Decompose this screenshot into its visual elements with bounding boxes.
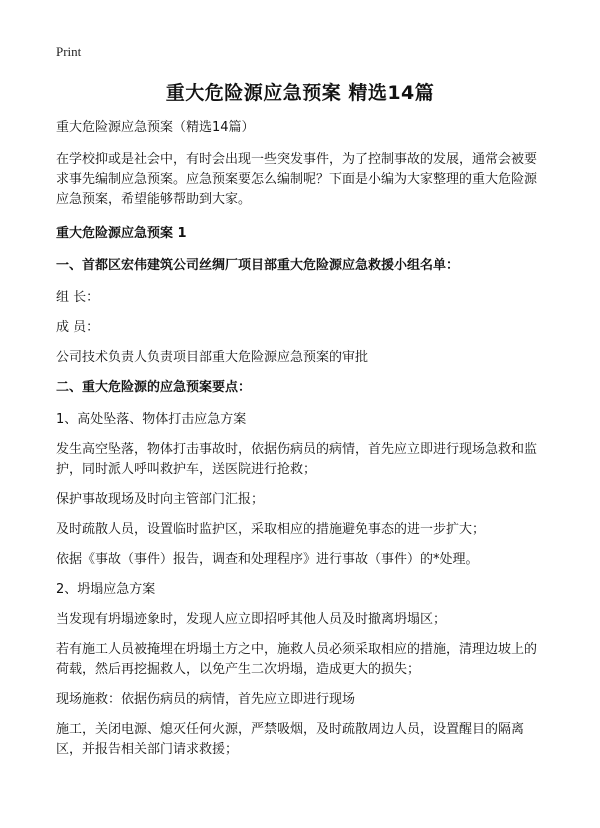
document-body xyxy=(56,118,546,770)
approval-line: 公司技术负责人负责项目部重大危险源应急预案的审批 xyxy=(56,350,369,365)
heading-rescue-team: 一、首都区宏伟建筑公司丝绸厂项目部重大危险源应急救援小组名单： xyxy=(56,258,460,273)
section-title: 重大危险源应急预案 1 xyxy=(56,226,187,241)
item1-paragraph-1: 发生高空坠落，物体打击事故时，依据伤病员的病情，首先应立即进行现场急救和监护，同时派人呼叫救护车，送医院进行抢救； xyxy=(56,442,538,477)
item1-paragraph-4: 依据《事故（事件）报告，调查和处理程序》进行事故（事件）的*处理。 xyxy=(56,552,479,567)
item1-paragraph-2: 保护事故现场及时向主管部门汇报； xyxy=(56,492,265,507)
members-line: 成 员： xyxy=(56,320,100,335)
intro-paragraph: 在学校抑或是社会中，有时会出现一些突发事件，为了控制事故的发展，通常会被要求事先编制应急预案。应急预案要怎么编制呢？下面是小编为大家整理的重大危险源应急预案，希望能够帮助到大家。 xyxy=(56,152,538,207)
team-leader-line: 组 长： xyxy=(56,290,100,305)
item1-paragraph-3: 及时疏散人员，设置临时监护区，采取相应的措施避免事态的进一步扩大； xyxy=(56,522,486,537)
heading-key-points: 二、重大危险源的应急预案要点： xyxy=(56,380,252,395)
document-subtitle: 重大危险源应急预案（精选14篇） xyxy=(56,120,255,135)
item2-paragraph-1: 当发现有坍塌迹象时，发现人应立即招呼其他人员及时撤离坍塌区； xyxy=(56,612,447,627)
print-label[interactable]: Print xyxy=(56,44,82,59)
item2-title: 2、坍塌应急方案 xyxy=(56,582,156,597)
document-title: 重大危险源应急预案 精选14篇 xyxy=(165,82,435,104)
item2-paragraph-3: 现场施救：依据伤病员的病情，首先应立即进行现场 xyxy=(56,692,356,707)
item1-title: 1、高处坠落、物体打击应急方案 xyxy=(56,412,247,427)
item2-paragraph-4: 施工，关闭电源、熄灭任何火源，严禁吸烟，及时疏散周边人员，设置醒目的隔离区，并报告相关部门请求救援； xyxy=(56,722,525,757)
item2-paragraph-2: 若有施工人员被掩埋在坍塌土方之中，施救人员必须采取相应的措施，清理边坡上的荷载，然后再挖掘救人，以免产生二次坍塌，造成更大的损失； xyxy=(56,642,538,677)
